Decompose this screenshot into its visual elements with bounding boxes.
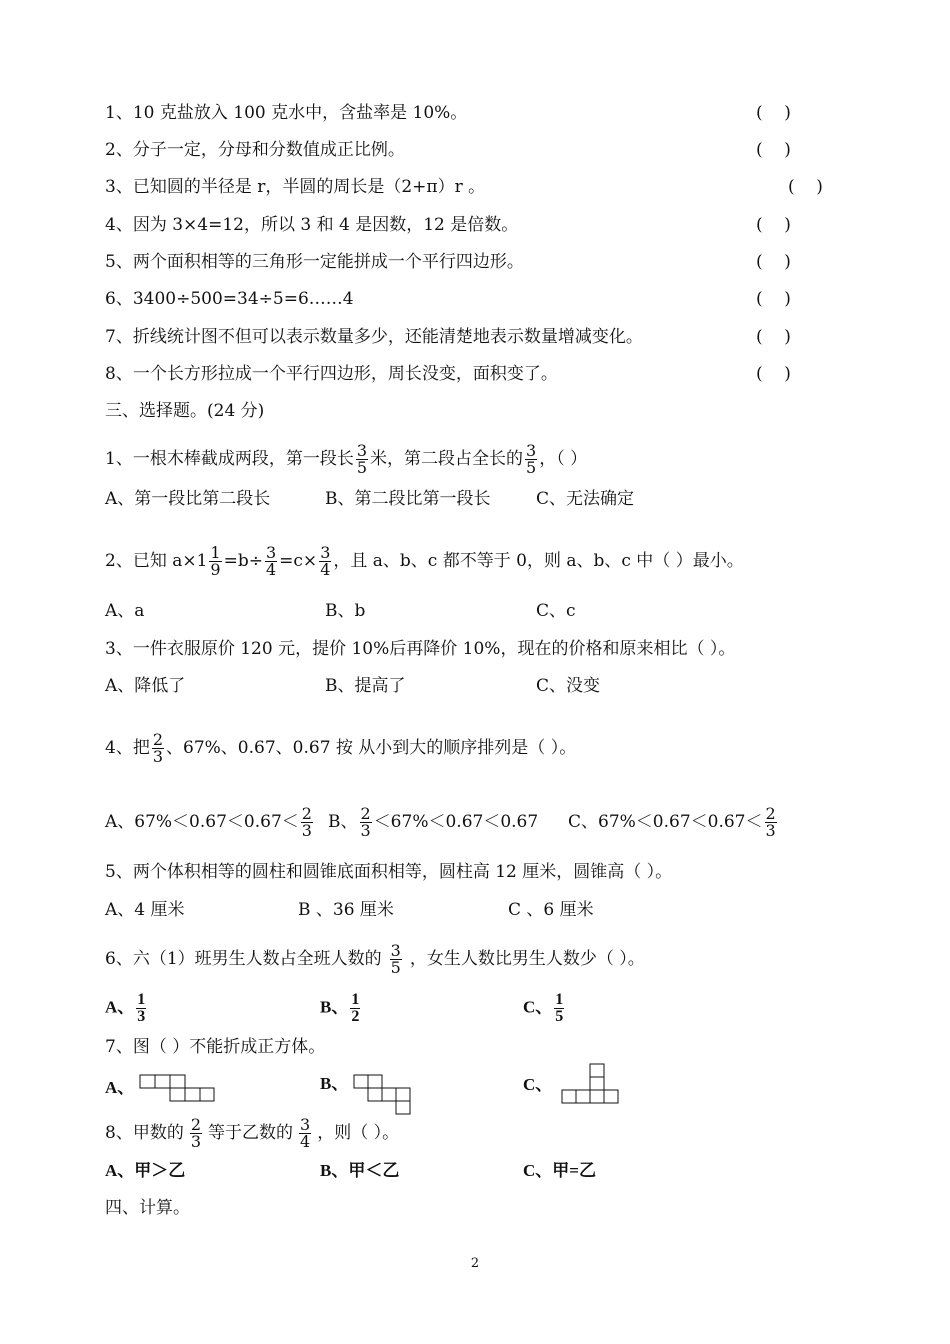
fraction: $\frac{3}{4}$ [300,1115,311,1151]
q2-text: =c× [279,551,318,571]
fraction: $\frac{3}{4}$ [320,543,331,579]
page-number: 2 [470,1256,480,1271]
option-b-text: ＜67%＜0.67＜0.67 [373,812,539,832]
option-a: A、4 厘米 [105,900,185,920]
question-8 [105,1117,399,1150]
q8-text: ，则（ ）。 [317,1123,400,1143]
option-b: B、b [325,601,366,621]
option-c [523,992,566,1025]
answer-paren: ( ) [756,140,791,160]
fraction: $\frac{2}{3}$ [360,804,371,840]
option-c-label: C、 [523,1075,553,1094]
q8-text: 8、甲数的 [105,1123,184,1143]
question-4 [105,732,576,765]
answer-paren: ( ) [756,215,791,235]
question-3: 3、一件衣服原价 120 元，提价 10%后再降价 10%，现在的价格和原来相比（ ）。 [105,639,736,659]
q6-text: 6、六（1）班男生人数占全班人数的 [105,949,382,969]
question-7: 7、图（ ）不能折成正方体。 [105,1037,326,1057]
option-a [105,1074,215,1104]
fraction: $\frac{1}{2}$ [351,991,360,1025]
question-2 [105,545,744,578]
q1-text: ，（ ） [539,449,588,469]
fraction: $\frac{3}{5}$ [526,441,537,477]
fraction: $\frac{2}{3}$ [765,804,776,840]
q8-text: 等于乙数的 [208,1123,294,1143]
answer-paren: ( ) [756,364,791,384]
option-a: A、甲＞乙 [105,1161,186,1180]
fraction: $\frac{2}{3}$ [190,1115,202,1151]
judge-item-7: 7、折线统计图不但可以表示数量多少，还能清楚地表示数量增减变化。 [105,327,643,347]
option-b [328,806,538,839]
question-5: 5、两个体积相等的圆柱和圆锥底面积相等，圆柱高 12 厘米，圆锥高（ ）。 [105,862,673,882]
answer-paren: ( ) [756,327,791,347]
option-a-text: A、67%＜0.67＜0.67＜ [105,812,299,832]
section-title-choice: 三、选择题。(24 分) [105,401,265,421]
fraction: $\frac{1}{5}$ [555,991,564,1025]
q2-text: =b÷ [223,551,263,571]
option-c: C、甲=乙 [523,1161,596,1180]
option-c [523,1063,623,1109]
judge-item-4: 4、因为 3×4=12，所以 3 和 4 是因数，12 是倍数。 [105,215,519,235]
fraction: $\frac{3}{5}$ [390,941,401,977]
option-b [320,1074,423,1118]
option-a: A、a [105,601,145,621]
judge-item-8: 8、一个长方形拉成一个平行四边形，周长没变，面积变了。 [105,364,558,384]
option-c: C、无法确定 [536,489,635,509]
option-c: C、没变 [536,676,601,696]
option-b: B、提高了 [325,676,406,696]
q4-text: 、67%、0.67、0.67 按 从小到大的顺序排列是（ ）。 [166,738,577,758]
fraction: $\frac{3}{4}$ [265,543,277,579]
answer-paren: ( ) [756,103,791,123]
option-b: B、第二段比第一段长 [325,489,491,509]
question-6 [105,943,645,976]
option-a: A、第一段比第二段长 [105,489,271,509]
option-c [568,806,779,839]
option-b-label: B、 [320,997,349,1017]
answer-paren: ( ) [788,177,823,197]
option-c: C、c [536,601,576,621]
option-b-label: B、 [320,1074,349,1093]
option-a-label: A、 [105,1077,135,1097]
option-a: A、降低了 [105,676,186,696]
option-b: B、甲＜乙 [320,1161,400,1180]
q1-text: 1、一根木棒截成两段，第一段长 [105,449,354,469]
option-a [105,992,148,1025]
cube-net-c [557,1063,623,1109]
fraction: $\frac{2}{3}$ [152,730,164,766]
option-a-label: A、 [105,997,135,1017]
judge-item-6: 6、3400÷500=34÷5=6……4 [105,289,354,309]
judge-item-1: 1、10 克盐放入 100 克水中，含盐率是 10%。 [105,103,468,123]
option-b-text: B、 [328,812,358,832]
section-title-calc: 四、计算。 [105,1198,190,1218]
judge-item-3: 3、已知圆的半径是 r，半圆的周长是（2+π）r 。 [105,177,486,197]
answer-paren: ( ) [756,252,791,272]
option-a [105,806,315,839]
fraction: $\frac{1}{9}$ [210,543,221,579]
option-c: C 、6 厘米 [508,900,594,920]
question-1 [105,443,587,476]
option-b [320,992,362,1025]
option-c-label: C、 [523,997,553,1017]
q6-text: ，女生人数比男生人数少（ ）。 [409,949,645,969]
q2-text: 2、已知 a×1 [105,551,208,571]
fraction: $\frac{2}{3}$ [301,804,312,840]
option-b: B 、36 厘米 [298,900,394,920]
fraction: $\frac{1}{3}$ [137,991,146,1025]
option-c-text: C、67%＜0.67＜0.67＜ [568,812,763,832]
q2-text: ，且 a、b、c 都不等于 0，则 a、b、c 中（ ）最小。 [333,551,744,571]
cube-net-a [139,1074,215,1104]
judge-item-5: 5、两个面积相等的三角形一定能拼成一个平行四边形。 [105,252,524,272]
cube-net-b [353,1074,423,1118]
fraction: $\frac{3}{5}$ [356,441,368,477]
q4-text: 4、把 [105,738,150,758]
judge-item-2: 2、分子一定，分母和分数值成正比例。 [105,140,405,160]
answer-paren: ( ) [756,289,791,309]
q1-text: 米，第二段占全长的 [370,449,524,469]
